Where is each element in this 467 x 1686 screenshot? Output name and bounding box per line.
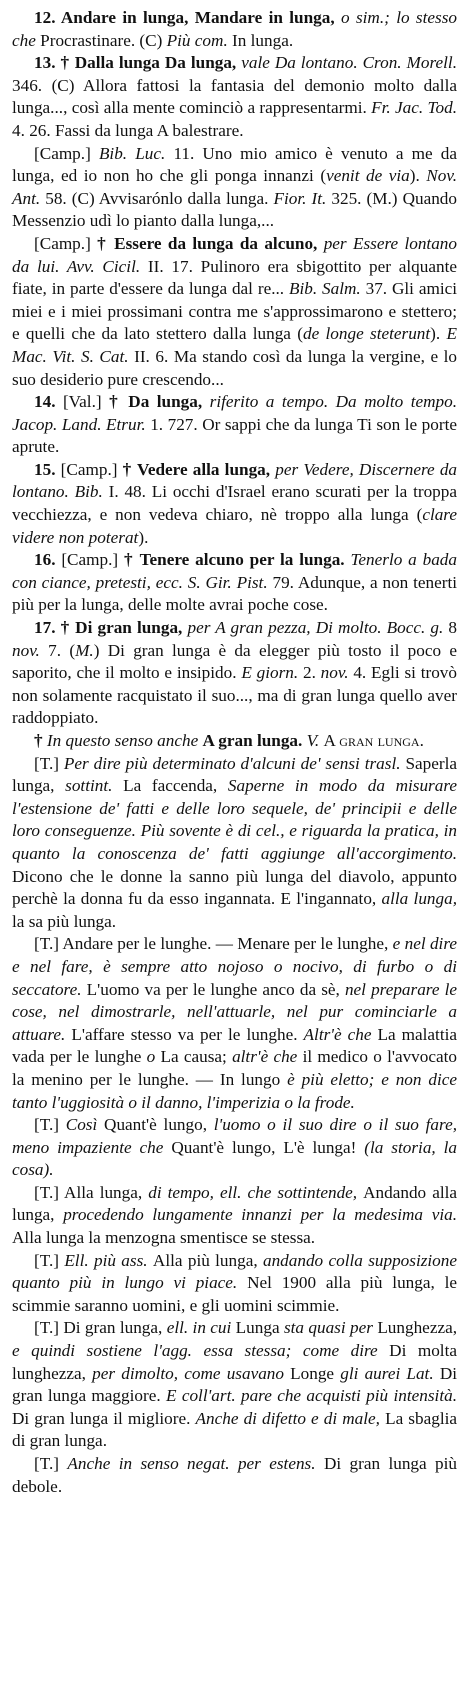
text-run: Alla più lunga, [152, 1250, 263, 1270]
text-run: de longe steterunt [302, 324, 431, 344]
text-run: Nel 1900 alla più lunga, le scimmie saranno uomini, e gli uomini scimmie. [12, 1273, 457, 1315]
text-run: [T.] [34, 753, 64, 773]
text-run: Bib. Luc. [98, 143, 174, 163]
text-run: Tenerlo a bada con ciance, pretesti, ecc. S. Gir. Pist. [12, 550, 457, 592]
text-run: per Essere lontano da lui. Avv. Cicil. [12, 233, 457, 276]
text-run: 37. Gli amici miei e i miei prossimani contra me s'approssimarono e stettero; e quelli che da lato stettero dalla lunga ( [12, 279, 458, 344]
text-run: V. [306, 731, 324, 750]
entry-paragraph [12, 1182, 457, 1250]
entry-paragraph [12, 143, 457, 233]
text-run: [T.] Alla lunga, [34, 1182, 149, 1202]
text-run: [Camp.] [34, 143, 99, 163]
text-run: per A gran pezza, Di molto. Bocc. g. [187, 618, 449, 638]
text-run: o sim.; lo stesso che [12, 8, 457, 50]
text-run: Anche di difetto e di male, [195, 1408, 386, 1428]
text-run: 13. † Dalla lunga Da lunga, [34, 53, 242, 73]
text-run: I. 48. Li occhi d'Israel erano scurati per la troppa vecchiezza, e non vedeva chiaro, nè troppo alla lunga ( [12, 482, 457, 525]
text-run: Quant'è lungo, [104, 1115, 214, 1135]
text-run: E Mac. Vit. S. Cat. [12, 324, 457, 366]
text-run: A [323, 731, 340, 750]
text-run: 8 [448, 618, 457, 638]
text-run: [T.] [34, 1250, 65, 1270]
text-run: [T.] [34, 1454, 68, 1473]
text-run: 346. (C) Allora fattosi la fantasia del demonio molto dalla lunga..., così alla mente cominciò a rappresentarmi. [12, 75, 457, 118]
text-run: La causa; [160, 1047, 233, 1067]
entry-paragraph [12, 1250, 457, 1318]
text-run: nov. [320, 663, 354, 683]
text-run: [Camp.] [34, 233, 98, 253]
text-run: II. 17. Pulinoro era sbigottito per alquante fiate, in parte d'essere da lunga dal re... [12, 256, 457, 299]
text-run: Anche in senso negat. per estens. [67, 1454, 324, 1473]
entry-paragraph [12, 391, 457, 459]
text-run: l'uomo o il suo dire o il suo fare, meno impaziente che [12, 1115, 457, 1157]
text-run: andando colla supposizione quanto più in lungo vi piace. [12, 1250, 457, 1293]
text-run: gran lunga. [339, 731, 424, 750]
text-run: [Val.] [62, 392, 110, 412]
text-run: nov. [12, 640, 49, 660]
text-run: 58. (C) Avvisarónlo dalla lunga. [45, 188, 274, 208]
text-run: Di gran lunga il migliore. [12, 1408, 196, 1428]
entry-paragraph [12, 549, 457, 617]
text-run: E giorn. [241, 663, 303, 683]
text-run: 4. Egli si trovò non solamente racquistato il suo..., ma di gran lunga quello aver raddoppiato. [12, 663, 457, 728]
text-run: gli aurei Lat. [340, 1363, 440, 1383]
text-run: (la storia, la cosa). [12, 1137, 458, 1180]
entry-paragraph [12, 753, 457, 934]
text-run: di tempo, ell. che sottintende, [148, 1182, 364, 1202]
text-run: Dicono che le donne la sanno più lunga del diavolo, appunto perchè la donna fu da esso ingannata. E l'ingannato, [12, 866, 457, 909]
entry-paragraph [12, 730, 457, 753]
text-run: † Vedere alla lunga, [122, 459, 276, 479]
text-run: A gran lunga. [202, 731, 307, 750]
text-run: 2. [302, 663, 321, 683]
text-run: Di molta lunghezza, [12, 1341, 457, 1383]
text-run: ell. in cui [166, 1318, 236, 1338]
text-run: L'uomo va per le lunghe anco da sè, [86, 979, 345, 999]
text-run: è più eletto; e non dice tanto l'uggiosità o il danno, l'imperizia o la frode. [12, 1069, 457, 1112]
text-run: Ell. più ass. [64, 1250, 153, 1270]
text-run: per dimolto, come usavano [92, 1363, 291, 1383]
text-run: † Tenere alcuno per la lunga. [123, 550, 351, 570]
text-run: Altr'è che [303, 1024, 378, 1044]
text-run: 17. † Di gran lunga, [34, 618, 188, 638]
entry-paragraph [12, 933, 457, 1114]
text-run: 12. Andare in lunga, Mandare in lunga, [34, 8, 341, 27]
text-run: Fr. Jac. Tod. [371, 98, 457, 118]
entry-paragraph [12, 233, 457, 391]
text-run: La sbaglia di gran lunga. [12, 1408, 457, 1451]
text-run: Saperla lunga, [12, 753, 457, 796]
text-run: Quant'è lungo, L'è lunga! [171, 1137, 365, 1157]
text-run: [Camp.] [60, 459, 123, 479]
text-run: Lunghezza, [377, 1318, 457, 1338]
text-run: † Da lunga, [109, 392, 210, 412]
text-run: sta quasi per [283, 1318, 378, 1338]
text-run: Fior. It. [273, 188, 332, 208]
text-run: 14. [34, 392, 63, 412]
entry-paragraph [12, 1114, 457, 1182]
text-run: Andando alla lunga, [12, 1182, 457, 1225]
text-run: Longe [290, 1363, 341, 1383]
text-run: clare videre non poterat [12, 505, 457, 547]
text-run: e quindi sostiene l'agg. essa stessa; come dire [12, 1341, 390, 1361]
text-run: e nel dire e nel fare, è sempre atto nojoso o nocivo, di furbo o di seccatore. [12, 934, 457, 999]
text-run: 79. Adunque, a non tenerti più per la lunga, delle molte avrai poche cose. [12, 572, 457, 615]
text-run: 11. Uno mio amico è venuto a me da lunga, ed io non ho che gli ponga innanzi ( [12, 143, 457, 186]
text-run: Di gran lunga più debole. [12, 1454, 457, 1496]
text-run: Bib. Salm. [288, 279, 366, 299]
text-run: la sa più lunga. [12, 911, 117, 931]
text-run: L'affare stesso va per le lunghe. [71, 1024, 304, 1044]
text-run: Più com. [166, 30, 233, 50]
text-run: La faccenda, [123, 776, 228, 796]
entry-paragraph [12, 1453, 457, 1498]
text-run: o [146, 1047, 161, 1067]
text-run: riferito a tempo. Da molto tempo. Jacop. Land. Etrur. [12, 392, 457, 434]
text-run: Nov. Ant. [12, 166, 457, 208]
text-run: 15. [34, 459, 61, 479]
text-run: Di gran lunga maggiore. [12, 1363, 457, 1406]
text-run: E coll'art. pare che acquisti più intensità. [165, 1386, 457, 1406]
text-run: ). [409, 166, 427, 186]
entry-paragraph [12, 617, 457, 730]
text-run: nel preparare le cose, nel dimostrarle, nell'attuarle, nel pur cominciarle a attuare. [12, 979, 458, 1044]
text-run: [T.] [34, 1115, 66, 1135]
text-run: II. 6. Ma stando così da lunga la vergine, e lo suo desiderio pure crescendo... [12, 346, 457, 389]
text-run: 4. 26. Fassi da lunga A balestrare. [12, 120, 244, 140]
text-run: 7. ( [48, 640, 76, 660]
text-run: † [34, 731, 47, 750]
text-run: vale Da lontano. Cron. Morell. [241, 53, 457, 73]
text-run: alla lunga, [381, 889, 457, 909]
entry-paragraph [12, 52, 457, 142]
text-run: La malattia vada per le lunghe [12, 1024, 458, 1067]
text-run: il medico o l'avvocato la menino per le lunghe. — In lungo [12, 1047, 457, 1089]
text-run: 325. (M.) Quando Messenzio udì lo pianto dalla lunga,... [12, 188, 457, 231]
text-run: procedendo lungamente innanzi per la medesima via. [63, 1205, 457, 1225]
text-run: Lunga [235, 1318, 284, 1338]
entry-paragraph [12, 459, 457, 549]
text-run: sottint. [65, 776, 124, 796]
text-run: In questo senso anche [46, 731, 203, 750]
entry-paragraph [12, 7, 457, 52]
text-run: venit de via [326, 166, 410, 186]
text-run: [T.] Andare per le lunghe. — Menare per le lunghe, [34, 934, 393, 954]
text-run: Per dire più determinato d'alcuni de' sensi trasl. [63, 753, 406, 773]
text-run: ) Di gran lunga è da elegger più tosto il poco e saporito, che il molto e insipido. [12, 640, 457, 683]
text-run: † Essere da lunga da alcuno, [97, 233, 324, 253]
text-run: [Camp.] [61, 550, 124, 570]
text-run: ). [138, 527, 149, 547]
text-run: 1. 727. Or sappi che da lunga Ti son le porte aprute. [12, 414, 458, 457]
text-run: 16. [34, 550, 62, 570]
text-run: Procrastinare. (C) [40, 30, 167, 50]
text-run: Saperne in modo da misurare l'estensione de' fatti e delle loro sequele, de' principii e delle loro conseguenze. Più sovente è di cel., e riguarda la pratica, in quanto la conoscenza de' fatti aggiunge all'accorgimento. [12, 776, 457, 863]
text-run: Alla lunga la menzogna smentisce se stessa. [12, 1228, 316, 1248]
text-run: ). [430, 324, 447, 344]
text-run: per Vedere, Discernere da lontano. Bib. [12, 459, 458, 502]
text-run: Così [65, 1115, 105, 1135]
text-run: M. [75, 640, 94, 660]
text-run: altr'è che [232, 1047, 303, 1067]
text-run: [T.] Di gran lunga, [34, 1318, 167, 1338]
text-run: In lunga. [232, 30, 294, 50]
entry-paragraph [12, 1317, 457, 1453]
